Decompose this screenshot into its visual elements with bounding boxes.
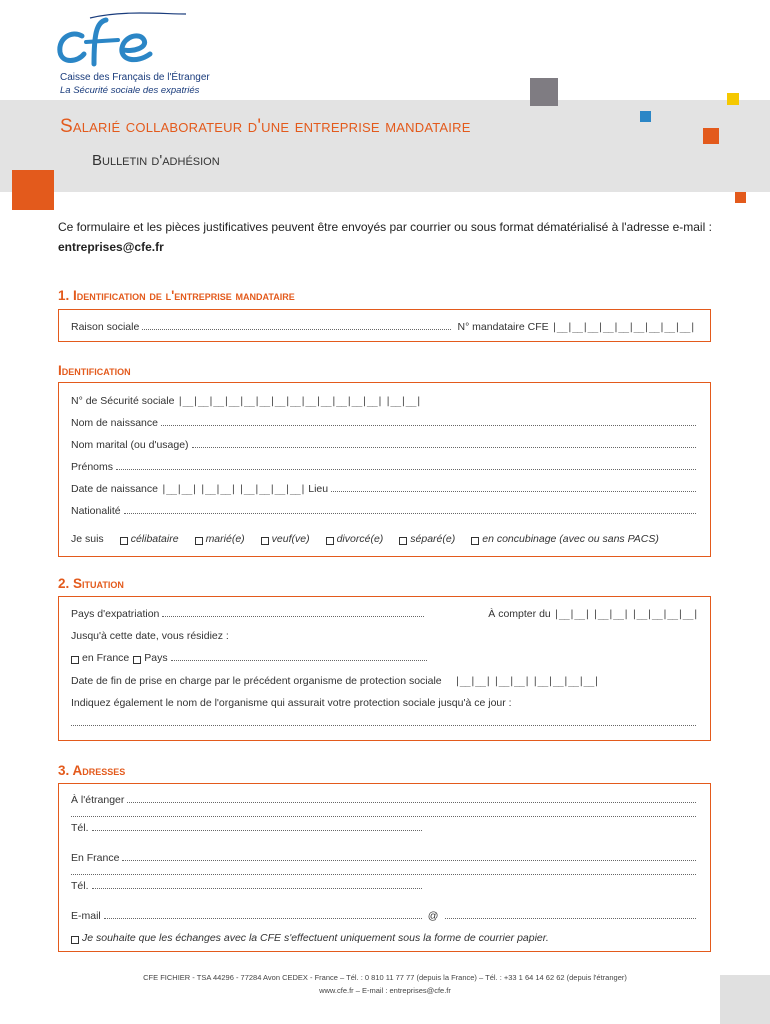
- etranger-field-2[interactable]: [71, 816, 696, 817]
- footer-contact: www.cfe.fr – E-mail : entreprises@cfe.fr: [319, 986, 451, 995]
- section-3-box: [58, 783, 711, 952]
- secu-label: N° de Sécurité sociale: [71, 395, 175, 407]
- a-compter-month[interactable]: |__|__|: [592, 609, 629, 620]
- date-naissance-day[interactable]: |__|__|: [160, 484, 197, 495]
- brand-tagline: La Sécurité sociale des expatriés: [60, 85, 200, 96]
- section-3-title: 3. Adresses: [58, 763, 126, 778]
- etranger-field[interactable]: [127, 802, 696, 803]
- tel-etranger-label: Tél.: [71, 822, 89, 834]
- a-compter-year[interactable]: |__|__|__|__|: [631, 609, 698, 620]
- statut-row: [71, 531, 698, 545]
- etranger-row: [71, 792, 698, 806]
- decorative-square-orange: [703, 128, 719, 144]
- veuf-label: veuf(ve): [271, 533, 310, 545]
- identification-title: Identification: [58, 363, 131, 378]
- pays-checkbox[interactable]: [133, 656, 141, 664]
- celibataire-label: célibataire: [130, 533, 179, 545]
- intro-text: [58, 217, 718, 257]
- nom-marital-field[interactable]: [192, 447, 696, 448]
- section-2-box: [58, 596, 711, 741]
- residence-row: [71, 650, 698, 664]
- nationalite-label: Nationalité: [71, 505, 121, 517]
- pays-expatriation-row: [71, 606, 698, 620]
- email-local-field[interactable]: [104, 918, 422, 919]
- secu-number-field[interactable]: |__|__|__|__|__|__|__|__|__|__|__|__|__|: [177, 396, 383, 407]
- en-france-row-2: [71, 864, 698, 878]
- cfe-logo-mark: [52, 12, 202, 72]
- en-france-row: [71, 850, 698, 864]
- a-compter-du-label: À compter du: [488, 608, 551, 620]
- organisme-field[interactable]: [71, 725, 696, 726]
- footer-address: CFE FICHIER - TSA 44296 - 77284 Avon CEDEX - France – Tél. : 0 810 11 77 77 (depuis la France) – Tél. : +33 1 64 14 62 62 (depuis l'étranger): [143, 973, 627, 982]
- decorative-square-orange-large: [12, 170, 54, 210]
- tel-etranger-row: [71, 820, 698, 834]
- section-1-box: [58, 309, 711, 342]
- nom-marital-label: Nom marital (ou d'usage): [71, 439, 189, 451]
- nom-naissance-row: [71, 415, 698, 429]
- brand-name: Caisse des Français de l'Étranger: [60, 72, 210, 83]
- organisme-row: [71, 715, 698, 729]
- tel-etranger-field[interactable]: [92, 830, 422, 831]
- date-naissance-row: [71, 481, 698, 495]
- separe-label: séparé(e): [410, 533, 456, 545]
- cfe-logo: [52, 12, 210, 102]
- intro-sentence: Ce formulaire et les pièces justificatives peuvent être envoyés par courrier ou sous format dématérialisé à l'adresse e-mail :: [58, 220, 712, 234]
- date-fin-label: Date de fin de prise en charge par le précédent organisme de protection sociale: [71, 675, 442, 687]
- a-compter-day[interactable]: |__|__|: [553, 609, 590, 620]
- raison-sociale-label: Raison sociale: [71, 321, 140, 333]
- date-naissance-month[interactable]: |__|__|: [199, 484, 236, 495]
- residiez-label: Jusqu'à cette date, vous résidiez :: [71, 630, 229, 642]
- nom-naissance-label: Nom de naissance: [71, 417, 158, 429]
- raison-sociale-row: [71, 319, 698, 333]
- veuf-checkbox[interactable]: [261, 537, 269, 545]
- en-france-address-label: En France: [71, 852, 120, 864]
- courrier-papier-label: Je souhaite que les échanges avec la CFE s'effectuent uniquement sous la forme de courrier papier.: [82, 932, 549, 944]
- tel-france-field[interactable]: [92, 888, 422, 889]
- je-suis-label: Je suis: [71, 533, 104, 545]
- secu-key-field[interactable]: |__|__|: [385, 396, 422, 407]
- nom-marital-row: [71, 437, 698, 451]
- email-label: E-mail: [71, 910, 101, 922]
- date-naissance-year[interactable]: |__|__|__|__|: [238, 484, 306, 495]
- page-subtitle: Bulletin d'adhésion: [92, 152, 220, 169]
- at-sign: @: [427, 910, 439, 922]
- date-naissance-label: Date de naissance: [71, 483, 158, 495]
- nationalite-row: [71, 503, 698, 517]
- decorative-square-gray: [530, 78, 558, 106]
- section-1-title: 1. Identification de l'entreprise mandataire: [58, 288, 295, 303]
- raison-sociale-field[interactable]: [142, 329, 451, 330]
- email-domain-field[interactable]: [445, 918, 696, 919]
- email-row: [71, 908, 698, 922]
- header-banner: [0, 100, 770, 192]
- lieu-field[interactable]: [331, 491, 696, 492]
- tel-france-row: [71, 878, 698, 892]
- divorce-checkbox[interactable]: [326, 537, 334, 545]
- date-fin-row: [71, 673, 698, 687]
- celibataire-checkbox[interactable]: [120, 537, 128, 545]
- numero-mandataire-field[interactable]: |__|__|__|__|__|__|__|__|__|: [551, 322, 695, 333]
- en-france-checkbox[interactable]: [71, 656, 79, 664]
- pays-expatriation-field[interactable]: [162, 616, 424, 617]
- date-fin-year[interactable]: |__|__|__|__|: [532, 676, 599, 687]
- courrier-papier-row: [71, 930, 698, 944]
- prenoms-field[interactable]: [116, 469, 696, 470]
- page-title: Salarié collaborateur d'une entreprise mandataire: [60, 116, 471, 137]
- decorative-square-yellow: [727, 93, 739, 105]
- etranger-label: À l'étranger: [71, 794, 125, 806]
- en-france-address-field-2[interactable]: [71, 874, 696, 875]
- concubinage-label: en concubinage (avec ou sans PACS): [482, 533, 659, 545]
- decorative-square-blue: [640, 111, 651, 122]
- date-fin-month[interactable]: |__|__|: [493, 676, 530, 687]
- intro-email: entreprises@cfe.fr: [58, 240, 164, 254]
- section-2-title: 2. Situation: [58, 576, 124, 591]
- prenoms-label: Prénoms: [71, 461, 114, 473]
- etranger-row-2: [71, 806, 698, 820]
- numero-mandataire-label: N° mandataire CFE: [457, 321, 549, 333]
- divorce-label: divorcé(e): [336, 533, 384, 545]
- indiquez-row: [71, 695, 698, 709]
- tel-france-label: Tél.: [71, 880, 89, 892]
- separe-checkbox[interactable]: [399, 537, 407, 545]
- corner-square-gray: [720, 975, 770, 1024]
- decorative-square-orange-small: [735, 192, 746, 203]
- residiez-row: [71, 628, 698, 642]
- identification-box: [58, 382, 711, 557]
- pays-expatriation-label: Pays d'expatriation: [71, 608, 160, 620]
- nom-naissance-field[interactable]: [161, 425, 696, 426]
- lieu-label: Lieu: [308, 483, 329, 495]
- marie-label: marié(e): [205, 533, 245, 545]
- pays-field[interactable]: [171, 660, 427, 661]
- en-france-address-field[interactable]: [122, 860, 696, 861]
- concubinage-checkbox[interactable]: [471, 537, 479, 545]
- pays-label: Pays: [144, 652, 168, 664]
- marie-checkbox[interactable]: [195, 537, 203, 545]
- en-france-label: en France: [82, 652, 130, 664]
- secu-row: [71, 393, 698, 407]
- date-fin-day[interactable]: |__|__|: [454, 676, 491, 687]
- courrier-papier-checkbox[interactable]: [71, 936, 79, 944]
- nationalite-field[interactable]: [124, 513, 696, 514]
- prenoms-row: [71, 459, 698, 473]
- indiquez-label: Indiquez également le nom de l'organisme qui assurait votre protection sociale jusqu'à ce jour :: [71, 697, 512, 709]
